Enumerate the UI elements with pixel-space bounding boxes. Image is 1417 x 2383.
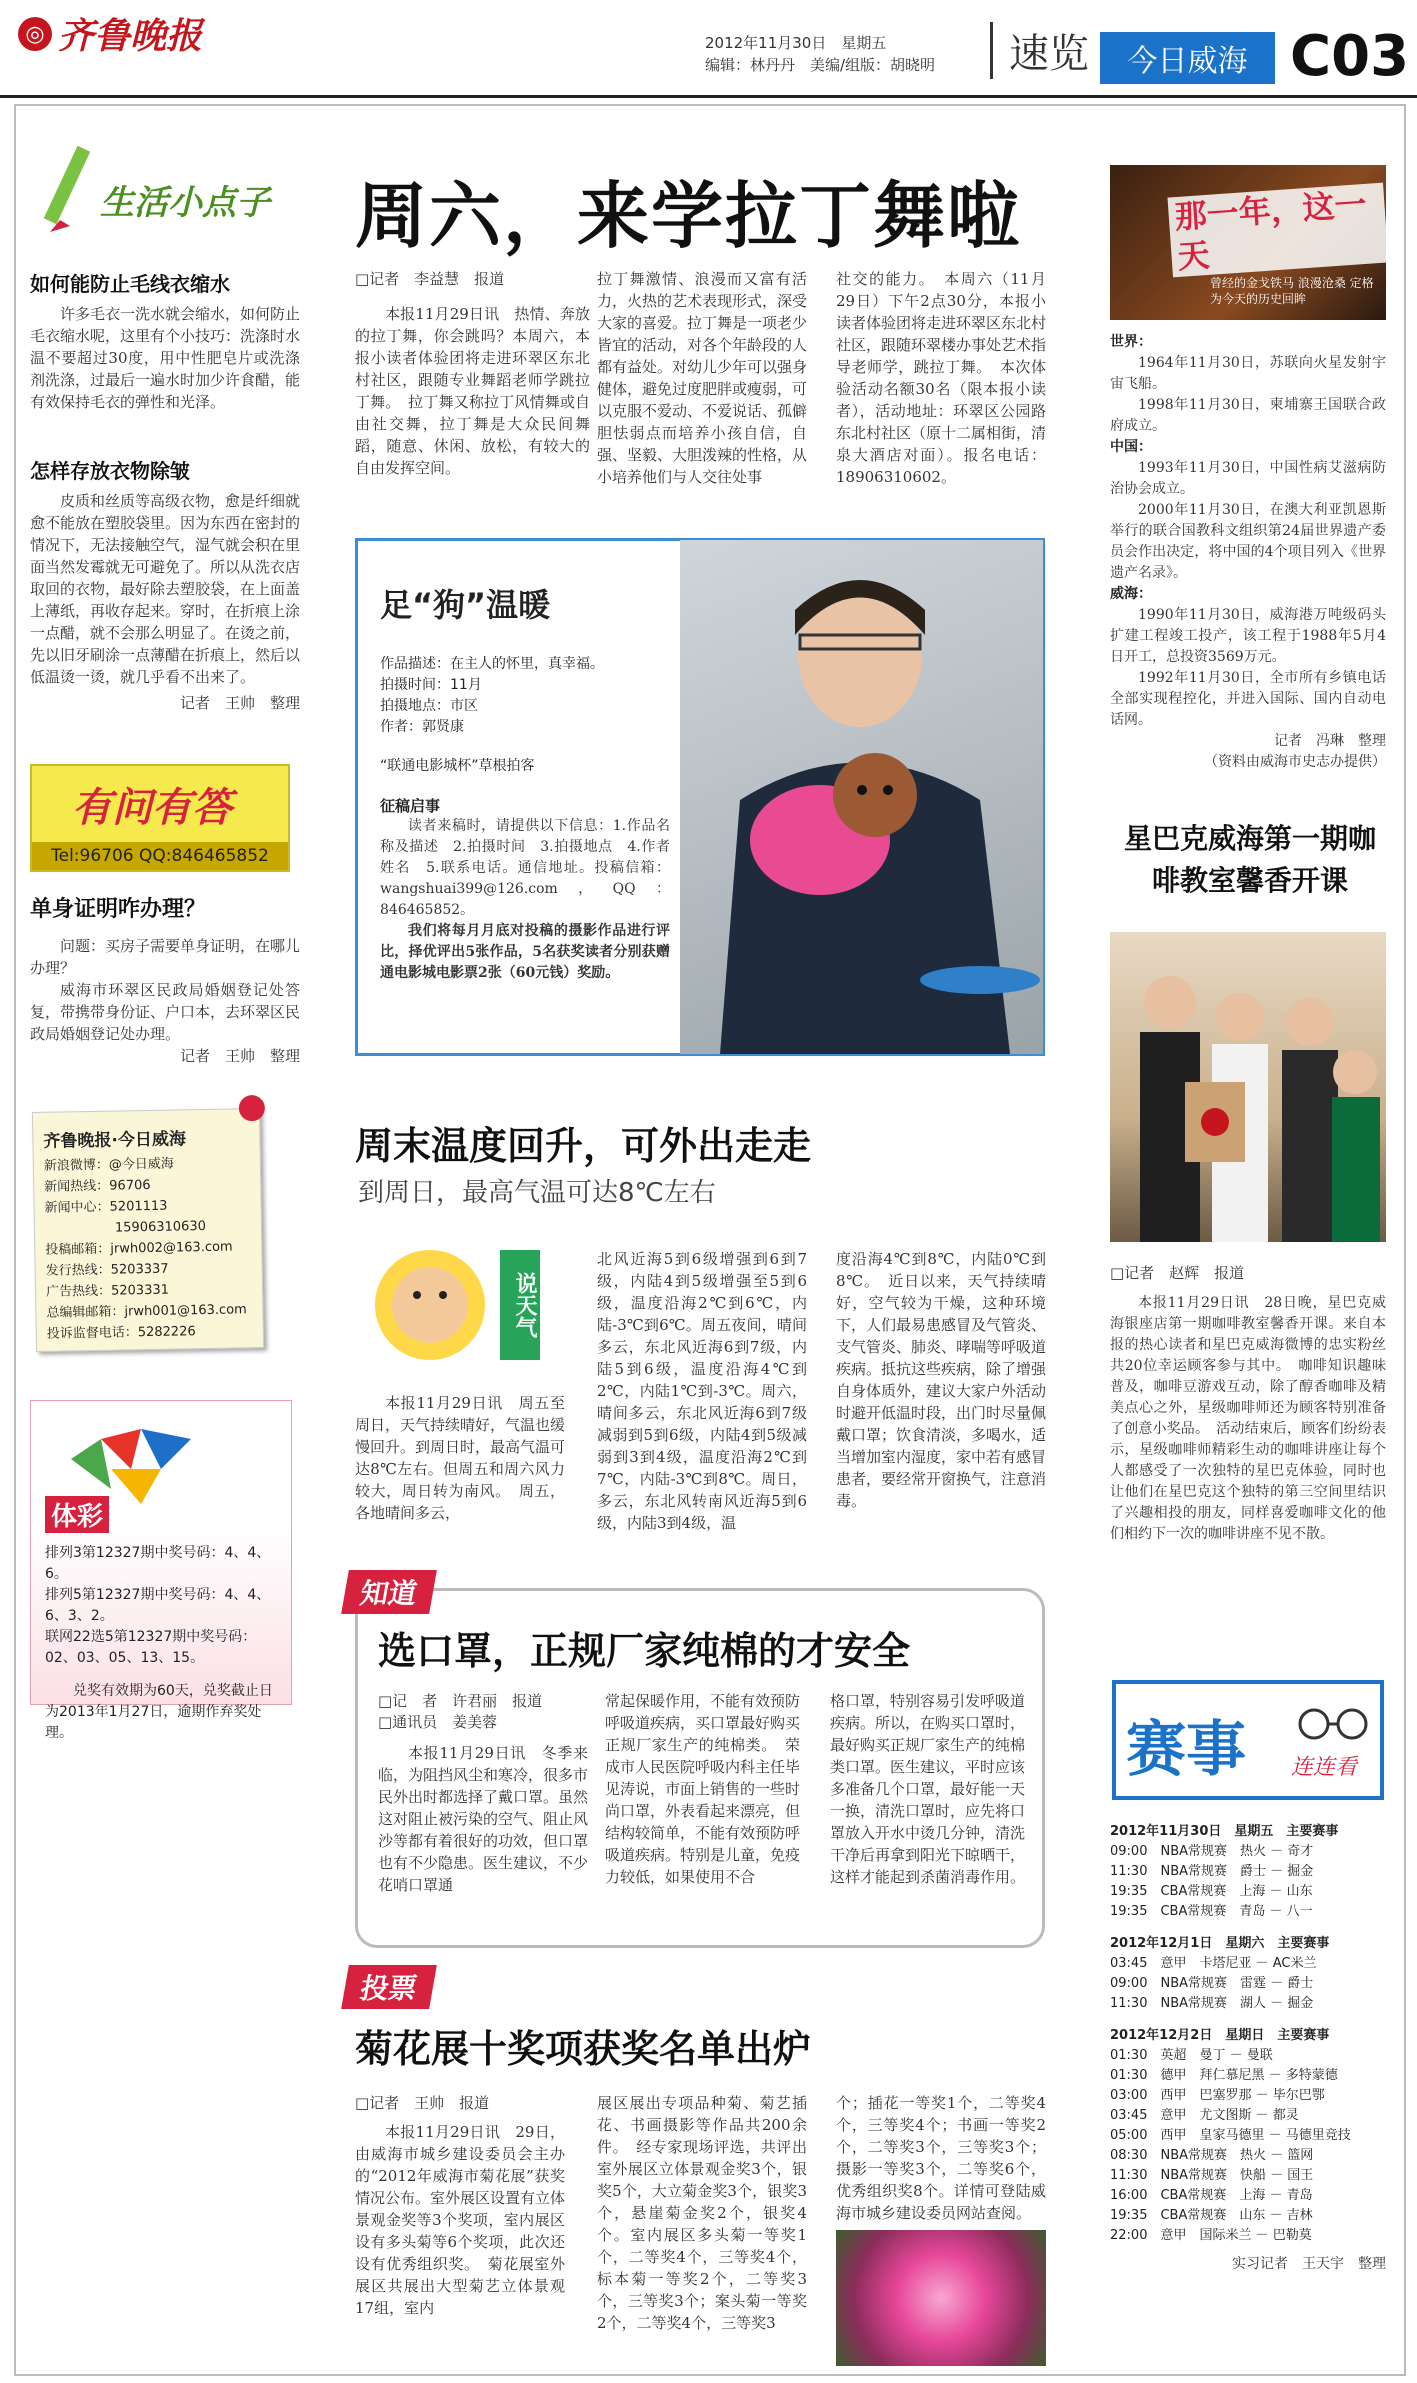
starbucks-article <box>1110 1262 1386 1545</box>
qa-banner-title: 有问有答 <box>72 785 232 831</box>
history-item: 1998年11月30日，柬埔寨王国联合政府成立。 <box>1110 397 1386 434</box>
tips-signature: 记者 王帅 整理 <box>179 694 300 712</box>
sports-game: 16:00 CBA常规赛 上海 － 青岛 <box>1110 2188 1313 2203</box>
glasses-icon <box>1294 1704 1374 1744</box>
contact-title: 齐鲁晚报·今日威海 <box>43 1129 187 1152</box>
photo-contest-name: “联通电影城杯”草根拍客 <box>380 758 535 774</box>
lottery-logo-icon <box>61 1409 211 1509</box>
lottery-box <box>30 1400 292 1741</box>
lead-col-1-text: 本报11月29日讯 热情、奔放的拉丁舞，你会跳吗？本周六，本报小读者体验团将走进环翠区东北村社区，跟随专业舞蹈老师学跳拉丁舞。 拉丁舞又称拉丁风情舞或自由社交舞，拉丁舞是大众民间舞蹈，随意、休闲、放松，有较大的自由发挥空间。 <box>355 305 590 477</box>
logo-text: 齐鲁晚报 <box>58 15 203 57</box>
sports-game: 22:00 意甲 国际米兰 － 巴勒莫 <box>1110 2228 1312 2243</box>
history-source: （资料由威海市史志办提供） <box>1204 754 1386 770</box>
tip-2-body: 皮质和丝质等高级衣物，愈是纤细就愈不能放在塑胶袋里。因为东西在密封的情况下，无法接触空气，湿气就会积在里面当然发霉就无可避免了。所以从洗衣店取回的衣物，最好除去塑胶袋，在上面盖上薄纸，再收存起来。穿时，在折痕上涂一点醋，就不会那么明显了。在烫之前，先以旧牙刷涂一点薄醋在折痕上，然后以低温烫一烫，就几乎看不出来了。 <box>30 492 301 686</box>
flower-headline: 菊花展十奖项获奖名单出炉 <box>355 2027 812 2071</box>
sports-schedule <box>1110 1822 1386 2274</box>
history-list <box>1110 332 1386 773</box>
dateline <box>705 32 935 76</box>
weather-badge <box>365 1240 555 1370</box>
weather-col-2: 北风近海5到6级增强到6到7级，内陆4到5级增强至5到6级，温度沿海2℃到6℃，内陆-3℃到6℃。周五夜间，晴间多云，东北风近海6到7级，内陆5到6级，温度沿海4℃到2℃，内陆1℃到-3℃。周六，晴间多云，东北风近海6到7级减弱到5到6级，内陆4到5级减弱到3到4级，温度沿海2℃到7℃，内陆-3℃到8℃。周日，多云，东北风转南风近海5到6级，内陆3到4级，温 <box>597 1250 807 1532</box>
qa-title: 单身证明咋办理？ <box>30 897 207 922</box>
flower-col-3: 个；插花一等奖1个，二等奖4个，三等奖4个；书画一等奖2个，二等奖3个，三等奖3个；摄影一等奖3个，二等奖6个，优秀组织奖8个。详情可登陆威海市城乡建设委员网站查阅。 <box>836 2094 1046 2222</box>
mask-col-2: 常起保暖作用，不能有效预防呼吸道疾病，买口罩最好购买正规厂家生产的纯棉类。 荣成市人民医院呼吸内科主任毕见涛说，市面上销售的一些时尚口罩，外表看起来漂亮，但结构较简单，不能有效预防呼吸道疾病。特别是儿童，免疫力较低，如果使用不合 <box>605 1692 801 1886</box>
sports-game: 03:45 意甲 卡塔尼亚 － AC米兰 <box>1110 1956 1317 1971</box>
sports-game: 19:35 CBA常规赛 青岛 － 八一 <box>1110 1904 1313 1919</box>
sports-day-header: 2012年11月30日 星期五 主要赛事 <box>1110 1824 1339 1839</box>
mask-tag <box>345 1570 433 1614</box>
history-item: 1993年11月30日，中国性病艾滋病防治协会成立。 <box>1110 460 1386 497</box>
sports-day <box>1110 1934 1386 2014</box>
history-world-label: 世界： <box>1110 334 1152 350</box>
sports-banner-subtitle: 连连看 <box>1291 1755 1358 1780</box>
tip-1-body: 许多毛衣一洗水就会缩水，如何防止毛衣缩水呢，这里有个小技巧：洗涤时水温不要超过30度，用中性肥皂片或洗涤剂洗涤，过最后一遍水时加少许食醋，能有效保持毛衣的弹性和光泽。 <box>30 305 301 411</box>
history-item: 1990年11月30日，威海港万吨级码头扩建工程竣工投产，该工程于1988年5月4日开工，总投资3569万元。 <box>1110 607 1386 665</box>
mask-byline-reporter: □记 者 许君丽 报道 <box>378 1692 543 1710</box>
newspaper-logo <box>18 8 202 59</box>
editor-credits: 编辑：林丹丹 美编/组版：胡晓明 <box>705 56 936 74</box>
history-item: 1964年11月30日，苏联向火星发射宇宙飞船。 <box>1110 355 1386 392</box>
weather-badge-label: 说天气 <box>500 1250 540 1360</box>
section-tab: 今日威海 <box>1100 32 1275 84</box>
sports-game: 19:35 CBA常规赛 山东 － 吉林 <box>1110 2208 1313 2223</box>
contact-line: 新闻中心：5201113 <box>44 1198 168 1216</box>
starbucks-headline: 星巴克威海第一期咖啡教室馨香开课 <box>1123 822 1376 897</box>
dog-photo <box>680 540 1043 1054</box>
logo-icon: ◎ <box>18 17 52 51</box>
lead-byline: □记者 李益慧 报道 <box>355 270 505 288</box>
mask-col-3: 格口罩，特别容易引发呼吸道疾病。所以，在购买口罩时，最好购买正规厂家生产的纯棉类口罩。医生建议，平时应该多准备几个口罩，最好能一天一换，清洗口罩时，应先将口罩放入开水中烫几分钟，清洗干净后再拿到阳光下晾晒干，这样才能起到杀菌消毒作用。 <box>830 1692 1026 1886</box>
mask-tag-label: 知道 <box>341 1570 437 1614</box>
lead-col-3: 社交的能力。 本周六（11月29日）下午2点30分，本报小读者体验团将走进环翠区东北村社区，跟随环翠楼办事处艺术指导老师学，跳拉丁舞。 本次体验活动名额30名（限本报小读者），活动地址：环翠区公园路东北村社区（原十二属相街，清泉大酒店对面）。报名电话：18906310602。 <box>836 270 1047 486</box>
lottery-label: 体彩 <box>45 1496 109 1533</box>
starbucks-photo <box>1110 932 1386 1242</box>
chrysanthemum-photo <box>836 2230 1046 2366</box>
sports-game: 01:30 德甲 拜仁慕尼黑 － 多特蒙德 <box>1110 2068 1338 2083</box>
sports-game: 08:30 NBA常规赛 热火 － 篮网 <box>1110 2148 1314 2163</box>
lead-col-1 <box>355 268 590 479</box>
contact-line: 发行热线：5203337 <box>45 1261 169 1279</box>
sports-game: 09:00 NBA常规赛 雷霆 － 爵士 <box>1110 1976 1314 1991</box>
sports-day <box>1110 2026 1386 2246</box>
history-banner <box>1110 165 1386 320</box>
issue-date: 2012年11月30日 星期五 <box>705 34 887 52</box>
lottery-results <box>45 1543 281 1744</box>
people-group-illustration <box>1110 932 1386 1242</box>
contact-line: 投诉监督电话：5282226 <box>46 1324 196 1342</box>
woman-with-dog-illustration <box>680 540 1043 1054</box>
photo-info <box>380 580 670 984</box>
sports-day-header: 2012年12月1日 星期六 主要赛事 <box>1110 1936 1330 1951</box>
photo-place: 拍摄地点：市区 <box>380 698 478 714</box>
sports-day-header: 2012年12月2日 星期日 主要赛事 <box>1110 2028 1330 2043</box>
tips-banner-title: 生活小点子 <box>100 183 270 223</box>
sports-game: 05:00 西甲 皇家马德里 － 马德里竞技 <box>1110 2128 1351 2143</box>
sports-game: 11:30 NBA常规赛 快船 － 国王 <box>1110 2168 1314 2183</box>
contact-line: 总编辑邮箱：jrwh001@163.com <box>46 1302 247 1321</box>
contact-line: 投稿邮箱：jrwh002@163.com <box>45 1239 233 1258</box>
tips-banner <box>30 140 300 250</box>
qa-banner <box>30 764 290 872</box>
flower-col-2: 展区展出专项品种菊、菊艺插花、书画摄影等作品共200余件。 经专家现场评选，共评出室外展区立体景观金奖3个，银奖5个，大立菊金奖3个，银奖3个，悬崖菊金奖2个，银奖4个。室内展区多头菊一等奖1个，二等奖4个，三等奖4个，标本菊一等奖2个，二等奖3个，三等奖3个；案头菊一等奖2个，二等奖4个，三等奖3 <box>597 2094 807 2332</box>
lottery-line: 联网22选5第12327期中奖号码：02、03、05、13、15。 <box>45 1629 257 1666</box>
lead-col-2: 拉丁舞激情、浪漫而又富有活力，火热的艺术表现形式，深受大家的喜爱。拉丁舞是一项老少皆宜的活动，对各个年龄段的人都有益处。对幼儿少年可以强身健体，避免过度肥胖或瘦弱，可以克服不爱动、不爱说话、孤僻胆怯弱点而培养小孩自信，自强、坚毅、大胆泼辣的性格，从小培养他们与人交往处事 <box>597 270 808 486</box>
sports-game: 11:30 NBA常规赛 爵士 － 掘金 <box>1110 1864 1314 1879</box>
lottery-note: 兑奖有效期为60天，兑奖截止日为2013年1月27日，逾期作弃奖处理。 <box>45 1683 273 1741</box>
contact-line: 广告热线：5203331 <box>45 1282 170 1300</box>
starbucks-byline: □记者 赵辉 报道 <box>1110 1264 1245 1282</box>
sports-game: 01:30 英超 曼丁 － 曼联 <box>1110 2048 1273 2063</box>
history-item: 2000年11月30日，在澳大利亚凯恩斯举行的联合国教科文组织第24届世界遗产委员会作出决定，将中国的4个项目列入《世界遗产名录》。 <box>1110 502 1386 581</box>
weather-subheadline: 到周日，最高气温可达8℃左右 <box>358 1178 716 1208</box>
lottery-line: 排列5第12327期中奖号码：4、4、6、3、2。 <box>45 1587 271 1624</box>
pencil-icon <box>30 140 110 240</box>
history-banner-slogan: 曾经的金戈铁马 浪漫沧桑 定格为今天的历史回眸 <box>1210 276 1374 306</box>
sports-game: 03:00 西甲 巴塞罗那 － 毕尔巴鄂 <box>1110 2088 1325 2103</box>
sports-banner-title: 赛事 <box>1126 1715 1246 1785</box>
photo-author: 作者：郭贤康 <box>380 719 464 735</box>
contact-line: 新浪微博：@今日威海 <box>43 1156 174 1174</box>
history-signature: 记者 冯琳 整理 <box>1274 733 1386 749</box>
photo-call-body: 读者来稿时，请提供以下信息：1.作品名称及描述 2.拍摄时间 3.拍摄地点 4.作者姓名 5.联系电话。通信地址。投稿信箱：wangshuai399@126.com，QQ：846465852。 <box>380 818 670 918</box>
history-item: 1992年11月30日，全市所有乡镇电话全部实现程控化，并进入国际、国内自动电话网。 <box>1110 670 1386 728</box>
photo-title: 足“狗”温暖 <box>380 586 551 624</box>
tip-2 <box>30 455 300 713</box>
weather-col-3: 度沿海4℃到8℃，内陆0℃到8℃。 近日以来，天气持续晴好，空气较为干燥，这种环境下，人们最易患感冒及气管炎、支气管炎、肺炎、哮喘等呼吸道疾病。抵抗这些疾病，除了增强自身体质外，建议大家户外活动时避开低温时段，出门时尽量佩戴口罩；饮食清淡，多喝水，适当增加室内湿度，家中若有感冒患者，要经常开窗换气，注意消毒。 <box>836 1250 1047 1510</box>
sports-game: 09:00 NBA常规赛 热火 － 奇才 <box>1110 1844 1314 1859</box>
contact-card <box>32 1108 264 1352</box>
lead-headline: 周六，来学拉丁舞啦 <box>355 174 1022 258</box>
history-banner-title: 那一年，这一天 <box>1167 183 1388 278</box>
weather-col-1: 本报11月29日讯 周五至周日，天气持续晴好，气温也缓慢回升。到周日时，最高气温可达8℃左右。但周五和周六风力较大，周日转为南风。 周五，各地晴间多云， <box>355 1394 566 1522</box>
tip-2-title: 怎样存放衣物除皱 <box>30 459 190 483</box>
starbucks-body: 本报11月29日讯 28日晚，星巴克威海银座店第一期咖啡教室馨香开课。来自本报的热心读者和星巴克威海微博的忠实粉丝共20位幸运顾客参与其中。 咖啡知识趣味普及，咖啡豆游戏互动，除了醇香咖啡及精美点心之外，星级咖啡师还为顾客特别准备了创意小奖品。 活动结束后，顾客们纷纷表示，星级咖啡师精彩生动的咖啡讲座让每个人都感受了一次独特的星巴克体验，同时也让他们在星巴克这个独特的第三空间里结识了兴趣相投的朋友，同样喜爱咖啡文化的他们相约下一次的咖啡讲座不见不散。 <box>1110 1295 1386 1542</box>
mask-col-1-text: 本报11月29日讯 冬季来临，为阻挡风尘和寒冷，很多市民外出时都选择了戴口罩。虽然这对阻止被污染的空气、阻止风沙等都有着很好的功效，但口罩也有不少隐患。医生建议，不少花哨口罩通 <box>378 1744 589 1894</box>
mask-col-1 <box>378 1690 588 1896</box>
photo-call-title: 征稿启事 <box>380 797 441 815</box>
flower-col-1 <box>355 2092 565 2319</box>
qa-signature: 记者 王帅 整理 <box>179 1047 300 1065</box>
flower-byline: □记者 王帅 报道 <box>355 2094 490 2112</box>
weather-headline: 周末温度回升，可外出走走 <box>355 1124 812 1168</box>
photo-time: 拍摄时间：11月 <box>380 677 482 693</box>
sports-game: 19:35 CBA常规赛 上海 － 山东 <box>1110 1884 1313 1899</box>
mask-byline-correspondent: □通讯员 姜美蓉 <box>378 1713 498 1731</box>
tip-1 <box>30 268 300 413</box>
history-china-label: 中国： <box>1110 439 1152 455</box>
history-weihai-label: 威海： <box>1110 586 1152 602</box>
sports-day <box>1110 1822 1386 1922</box>
qa-section <box>30 892 300 1066</box>
sun-icon <box>365 1240 505 1370</box>
photo-call-prize: 我们将每月月底对投稿的摄影作品进行评比，择优评出5张作品，5名获奖读者分别获赠通电影城电影票2张（60元钱）奖励。 <box>380 923 670 981</box>
qa-phone: Tel:96706 QQ:846465852 <box>32 842 288 870</box>
flower-tag-label: 投票 <box>341 1965 437 2009</box>
page-number: C03 <box>1290 24 1410 89</box>
qa-question: 问题：买房子需要单身证明，在哪儿办理？ <box>30 937 301 977</box>
flower-tag <box>345 1965 433 2009</box>
tip-1-title: 如何能防止毛线衣缩水 <box>30 272 230 296</box>
lottery-line: 排列3第12327期中奖号码：4、4、6。 <box>45 1545 271 1582</box>
contact-line: 新闻热线：96706 <box>44 1177 151 1195</box>
qa-answer: 威海市环翠区民政局婚姻登记处答复，带携带身份证、户口本，去环翠区民政局婚姻登记处办理。 <box>30 981 301 1043</box>
flower-col-1-text: 本报11月29日讯 29日，由威海市城乡建设委员会主办的“2012年威海市菊花展”获奖情况公布。室外展区设置有立体景观金奖等3个奖项，室内展区设有多头菊等6个奖项，此次还设有优秀组织奖。 菊花展室外展区共展出大型菊艺立体景观17组，室内 <box>355 2123 566 2317</box>
photo-desc: 作品描述：在主人的怀里，真幸福。 <box>380 656 604 672</box>
section-label: 速览 <box>990 22 1089 79</box>
contact-line: 15906310630 <box>114 1218 207 1236</box>
sports-signature: 实习记者 王天宇 整理 <box>1232 2256 1386 2272</box>
mask-headline: 选口罩，正规厂家纯棉的才安全 <box>378 1629 911 1673</box>
sports-game: 03:45 意甲 尤文图斯 － 都灵 <box>1110 2108 1299 2123</box>
sports-banner <box>1112 1680 1384 1800</box>
sports-game: 11:30 NBA常规赛 湖人 － 掘金 <box>1110 1996 1314 2011</box>
